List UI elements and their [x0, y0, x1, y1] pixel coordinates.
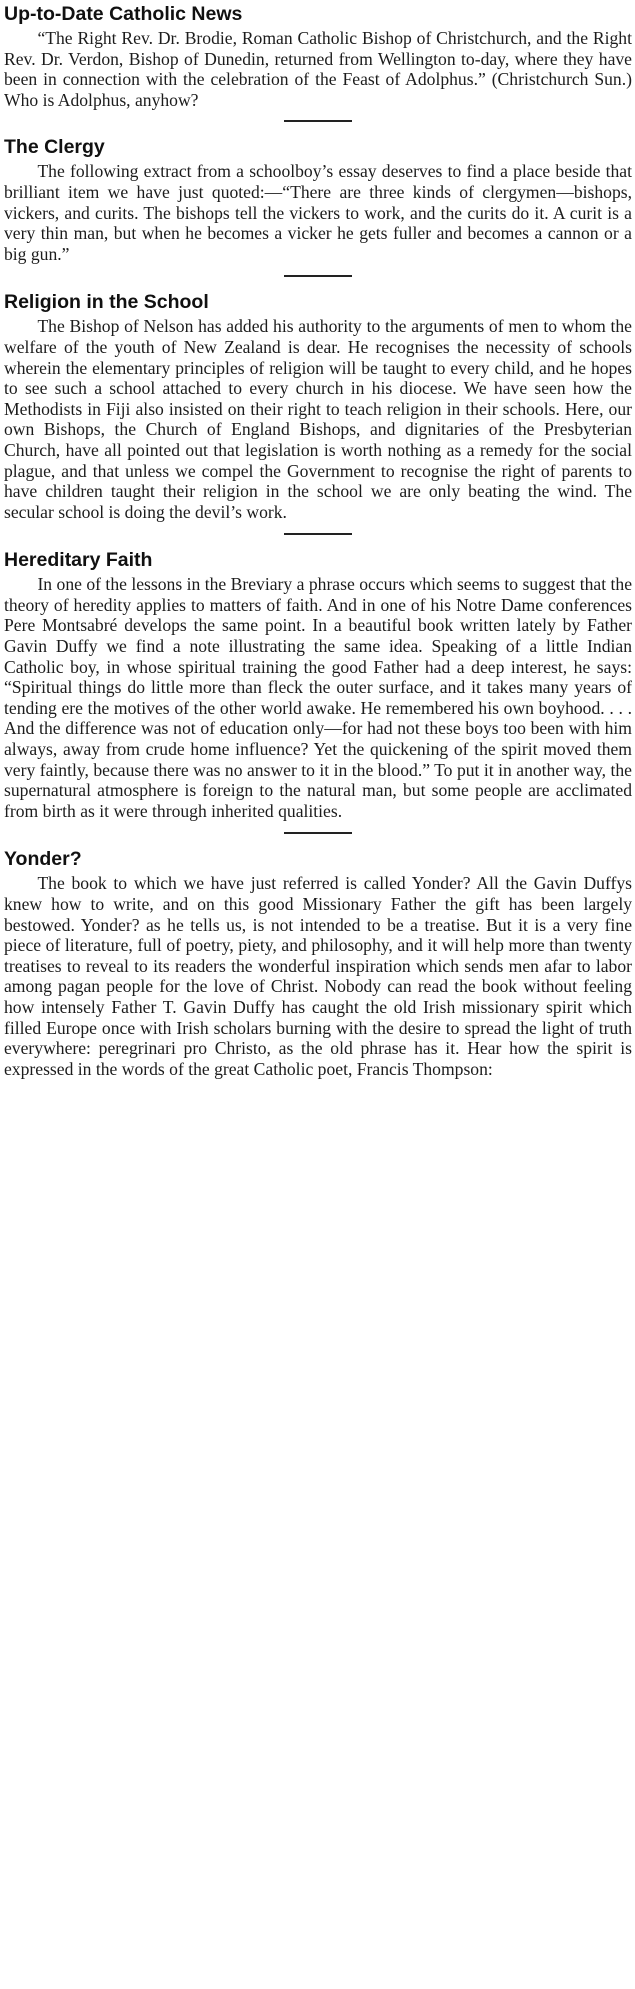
section-heading: The Clergy [4, 136, 105, 159]
section-paragraph: The book to which we have just referred is called Yonder? All the Gavin Duffys knew how to write, and on this good Missionary Father the gift has been largely bestowed. Yonder? as he tells us, is not intended to be a treatise. But it is a very fine piece of literature, full of poetry, piety, and philosophy, and it will help more than twenty treatises to reveal to its readers the wonderful inspiration which sends men afar to labor among pagan people for the love of Christ. Nobody can read the book without feeling how intensely Father T. Gavin Duffy has caught the old Irish missionary spirit which filled Europe once with Irish scholars burning with the desire to spread the light of truth everywhere: peregrinari pro Christo, as the old phrase has it. Hear how the spirit is expressed in the words of the great Catholic poet, Francis Thompson: [4, 873, 632, 1079]
section-paragraph: “The Right Rev. Dr. Brodie, Roman Catholic Bishop of Christchurch, and the Right Rev. Dr. Verdon, Bishop of Dunedin, returned from Wellington to-day, where they have been in connection with the celebration of the Feast of Adolphus.” (Christchurch Sun.) Who is Adolphus, anyhow? [4, 28, 632, 110]
section-heading: Hereditary Faith [4, 549, 153, 572]
section-paragraph: The Bishop of Nelson has added his authority to the arguments of men to whom the welfare of the youth of New Zealand is dear. He recognises the necessity of schools wherein the elementary principles of religion will be taught to every child, and he hopes to see such a school attached to every church in his diocese. We have seen how the Methodists in Fiji also insisted on their right to teach religion in their schools. Here, our own Bishops, the Church of England Bishops, and dignitaries of the Presbyterian Church, have all pointed out that legislation is worth nothing as a remedy for the social plague, and that unless we compel the Government to recognise the right of parents to have children taught their religion in the school we are only beating the wind. The secular school is doing the devil’s work. [4, 316, 632, 522]
section-divider [284, 533, 352, 535]
section-clergy [4, 135, 632, 264]
section-heading: Religion in the School [4, 291, 209, 314]
section-divider [284, 832, 352, 834]
section-divider [284, 120, 352, 122]
section-heading: Up-to-Date Catholic News [4, 3, 243, 25]
section-religion-school [4, 290, 632, 522]
section-paragraph: In one of the lessons in the Breviary a phrase occurs which seems to suggest that the theory of heredity applies to matters of faith. And in one of his Notre Dame conferences Pere Montsabré develops the same point. In a beautiful book written lately by Father Gavin Duffy we find a note illustrating the same idea. Speaking of a little Indian Catholic boy, in whose spiritual training the good Father had a deep interest, he says: “Spiritual things do little more than fleck the outer surface, and it takes many years of tending ere the motives of the other world awake. He remembered his own boyhood. . . . And the difference was not of education only—for had not these boys too been with him always, away from crude home influence? Yet the quickening of the spirit moved them very faintly, because there was no answer to it in the blood.” To put it in another way, the supernatural atmosphere is foreign to the natural man, but some people are acclimated from birth as it were through inherited qualities. [4, 574, 632, 821]
section-divider [284, 275, 352, 277]
section-hereditary-faith [4, 548, 632, 821]
section-paragraph: The following extract from a schoolboy’s essay deserves to find a place beside that brilliant item we have just quoted:—“There are three kinds of clergymen—bishops, vickers, and curits. The bishops tell the vickers to work, and the curits do it. A curit is a very thin man, but when he becomes a vicker he gets fuller and becomes a cannon or a big gun.” [4, 161, 632, 264]
section-catholic-news [4, 2, 632, 110]
section-yonder [4, 847, 632, 1079]
section-heading: Yonder? [4, 848, 82, 871]
